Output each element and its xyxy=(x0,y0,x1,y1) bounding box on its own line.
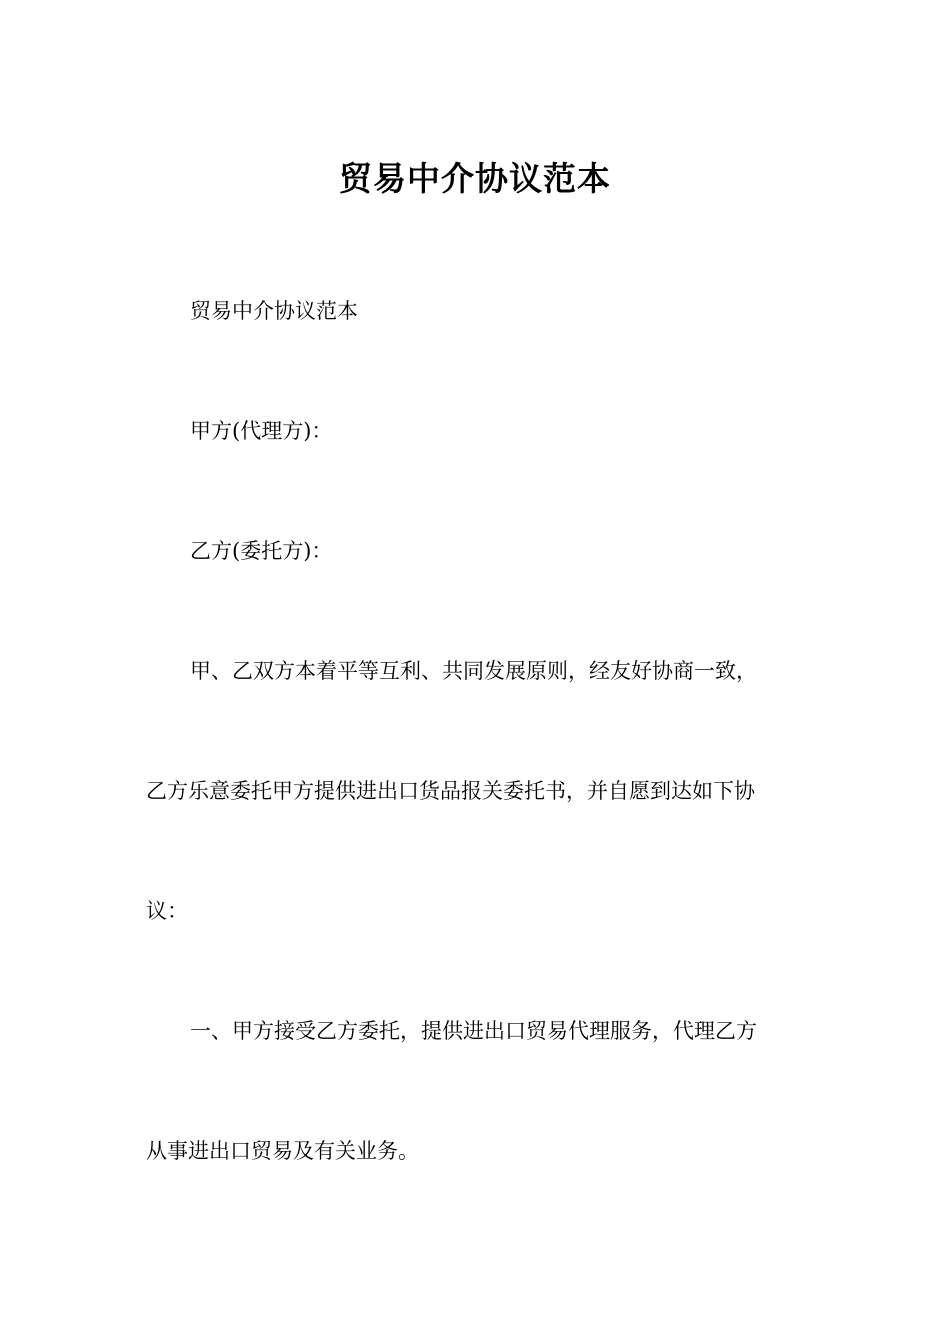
paragraph-line: 议： xyxy=(146,899,188,923)
document-title: 贸易中介协议范本 xyxy=(339,159,611,198)
party-a-line: 甲方(代理方)： xyxy=(190,419,333,443)
paragraph-line: 甲、乙双方本着平等互利、共同发展原则，经友好协商一致， xyxy=(190,659,757,683)
document-subtitle-line: 贸易中介协议范本 xyxy=(190,299,358,323)
paragraph-line: 乙方乐意委托甲方提供进出口货品报关委托书，并自愿到达如下协 xyxy=(146,779,755,803)
party-b-line: 乙方(委托方)： xyxy=(190,539,333,563)
clause-line: 从事进出口贸易及有关业务。 xyxy=(146,1139,419,1163)
clause-line: 一、甲方接受乙方委托，提供进出口贸易代理服务，代理乙方 xyxy=(190,1019,757,1043)
